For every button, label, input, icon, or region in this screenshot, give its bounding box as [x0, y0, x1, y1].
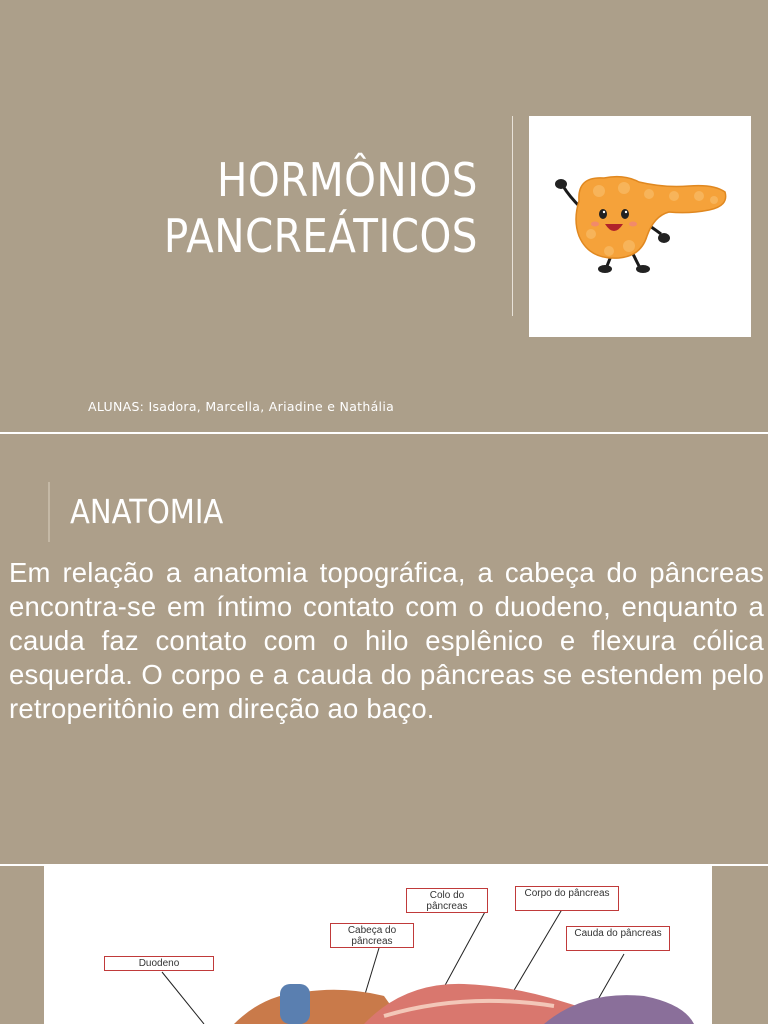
section-heading: ANATOMIA	[70, 492, 224, 531]
title-line-1: HORMÔNIOS	[217, 153, 478, 207]
anatomy-paragraph: Em relação a anatomia topográfica, a cabeça do pâncreas encontra-se em íntimo contato com o duodeno, enquanto a cauda faz contato com o hilo esplênico e flexura cólica esquerda. O corpo e a cauda do pâncreas se estendem pelo retroperitônio em direção ao baço.	[9, 557, 764, 724]
label-cauda-pancreas: Cauda do pâncreas	[566, 926, 670, 951]
label-cabeca-pancreas: Cabeça do pâncreas	[330, 923, 414, 948]
label-corpo-pancreas: Corpo do pâncreas	[515, 886, 619, 911]
label-colo-pancreas: Colo do pâncreas	[406, 888, 488, 913]
heading-accent-bar	[48, 482, 50, 542]
pancreas-cartoon-icon	[529, 116, 751, 337]
title-divider	[512, 116, 513, 316]
label-duodeno: Duodeno	[104, 956, 214, 971]
slide-title	[164, 152, 478, 264]
title-slide	[0, 0, 768, 432]
students-credit: ALUNAS: Isadora, Marcella, Ariadine e Nathália	[88, 399, 395, 414]
anatomy-figure-slide	[0, 866, 768, 1024]
anatomy-slide	[0, 434, 768, 864]
pancreas-anatomy-figure	[44, 866, 712, 1024]
title-line-2: PANCREÁTICOS	[163, 209, 478, 263]
pancreas-cartoon-image	[529, 116, 751, 337]
